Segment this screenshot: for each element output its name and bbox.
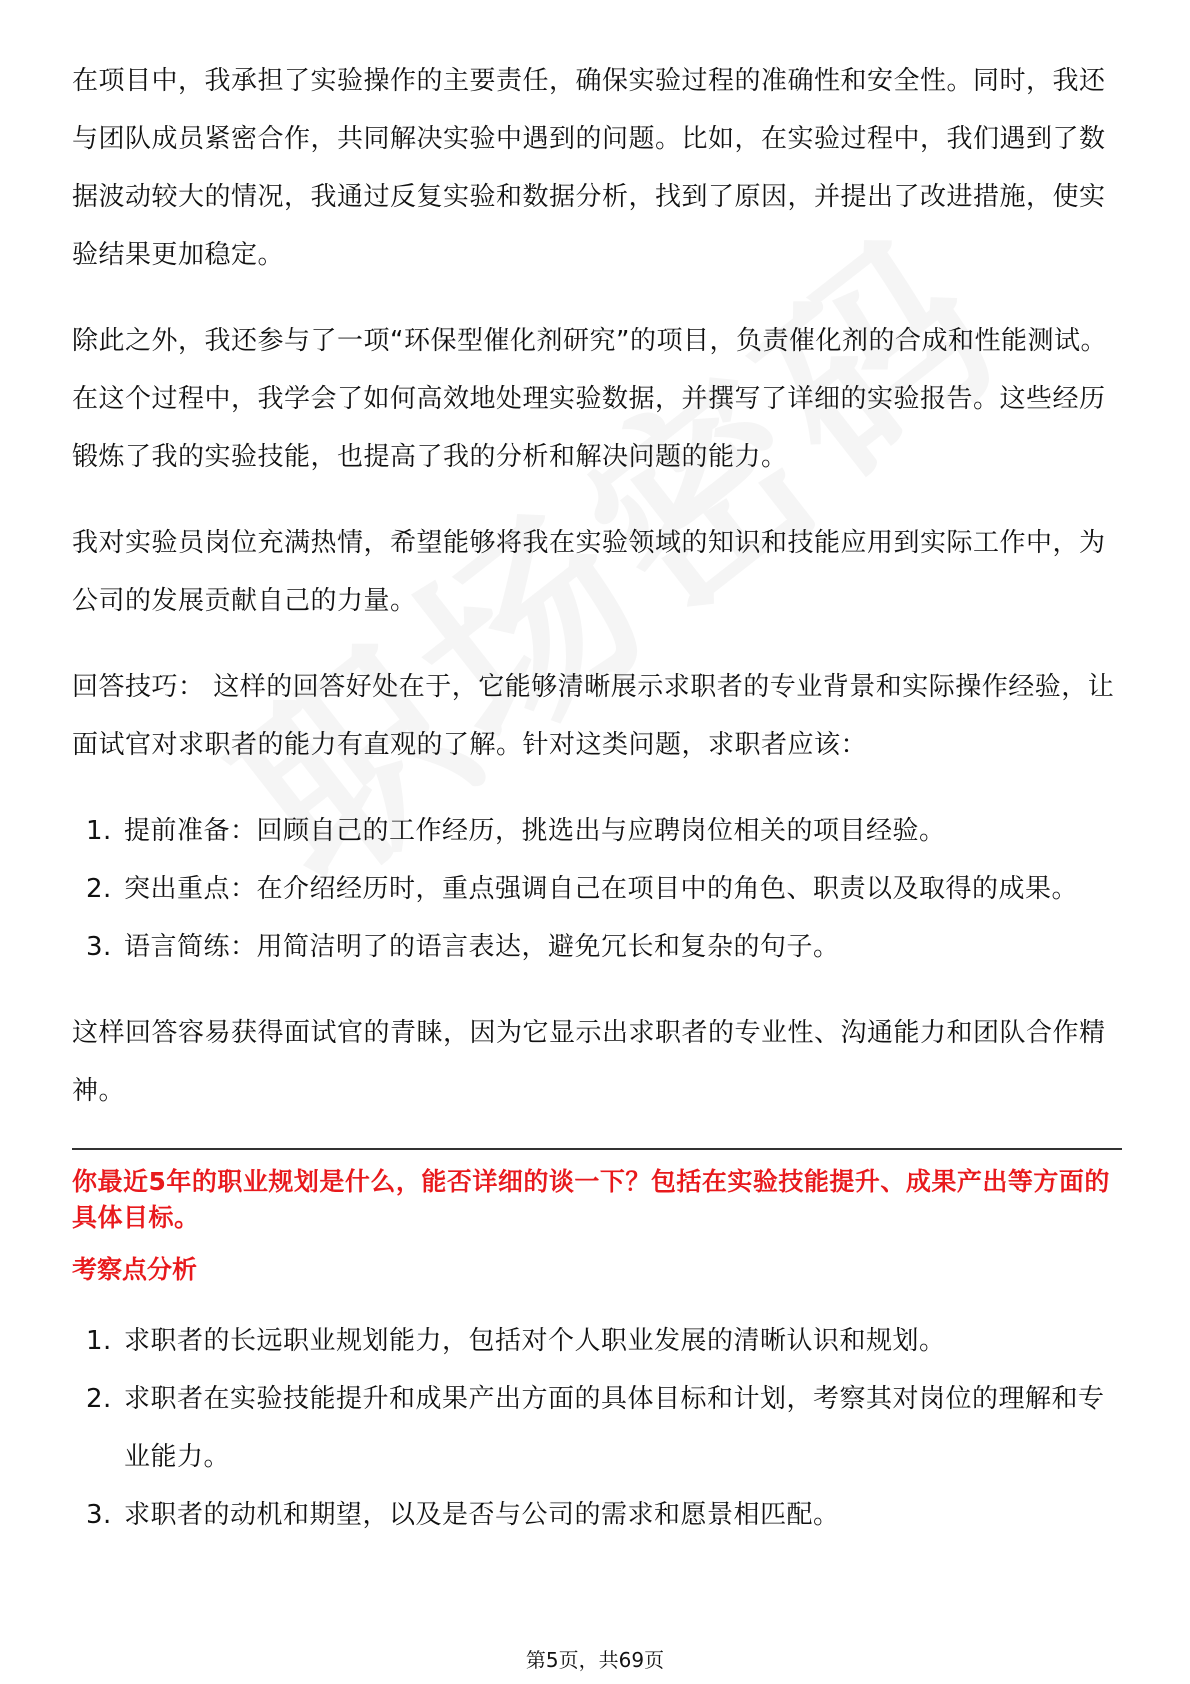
interview-question: 你最近5年的职业规划是什么，能否详细的谈一下？包括在实验技能提升、成果产出等方面的具体目标。	[72, 1167, 1110, 1232]
list-item	[72, 918, 1122, 976]
paragraph-enthusiasm: 我对实验员岗位充满热情，希望能够将我在实验领域的知识和技能应用到实际工作中，为公司的发展贡献自己的力量。	[72, 528, 1106, 616]
section-divider	[72, 1148, 1122, 1150]
paragraph-catalyst-project: 除此之外，我还参与了一项“环保型催化剂研究”的项目，负责催化剂的合成和性能测试。在这个过程中，我学会了如何高效地处理实验数据，并撰写了详细的实验报告。这些经历锻炼了我的实验技能，也提高了我的分析和解决问题的能力。	[72, 326, 1107, 472]
paragraph-answer-tips: 回答技巧： 这样的回答好处在于，它能够清晰展示求职者的专业背景和实际操作经验，让面试官对求职者的能力有直观的了解。针对这类问题，求职者应该：	[72, 672, 1115, 760]
list-item-text: 求职者的动机和期望，以及是否与公司的需求和愿景相匹配。	[124, 1500, 840, 1530]
list-item-text: 语言简练：用简洁明了的语言表达，避免冗长和复杂的句子。	[124, 932, 840, 962]
list-item	[72, 1486, 1122, 1544]
list-item	[72, 1312, 1122, 1370]
analysis-list	[72, 1312, 1122, 1544]
list-item-number: 2.	[86, 1384, 112, 1414]
list-item	[72, 860, 1122, 918]
document-page	[72, 52, 1122, 1572]
paragraph-closing: 这样回答容易获得面试官的青睐，因为它显示出求职者的专业性、沟通能力和团队合作精神。	[72, 1018, 1106, 1106]
list-item	[72, 802, 1122, 860]
list-item-text: 提前准备：回顾自己的工作经历，挑选出与应聘岗位相关的项目经验。	[124, 816, 946, 846]
list-item-number: 1.	[86, 816, 112, 846]
list-item-text: 求职者的长远职业规划能力，包括对个人职业发展的清晰认识和规划。	[124, 1326, 946, 1356]
list-item-text: 求职者在实验技能提升和成果产出方面的具体目标和计划，考察其对岗位的理解和专业能力。	[124, 1384, 1105, 1472]
list-item	[72, 1370, 1122, 1486]
analysis-heading: 考察点分析	[72, 1255, 198, 1284]
tips-list	[72, 802, 1122, 976]
list-item-number: 3.	[86, 932, 112, 962]
list-item-number: 1.	[86, 1326, 112, 1356]
page-number-footer: 第5页，共69页	[525, 1648, 665, 1672]
list-item-text: 突出重点：在介绍经历时，重点强调自己在项目中的角色、职责以及取得的成果。	[124, 874, 1079, 904]
paragraph-project-role: 在项目中，我承担了实验操作的主要责任，确保实验过程的准确性和安全性。同时，我还与团队成员紧密合作，共同解决实验中遇到的问题。比如，在实验过程中，我们遇到了数据波动较大的情况，我通过反复实验和数据分析，找到了原因，并提出了改进措施，使实验结果更加稳定。	[72, 66, 1106, 270]
list-item-number: 3.	[86, 1500, 112, 1530]
list-item-number: 2.	[86, 874, 112, 904]
